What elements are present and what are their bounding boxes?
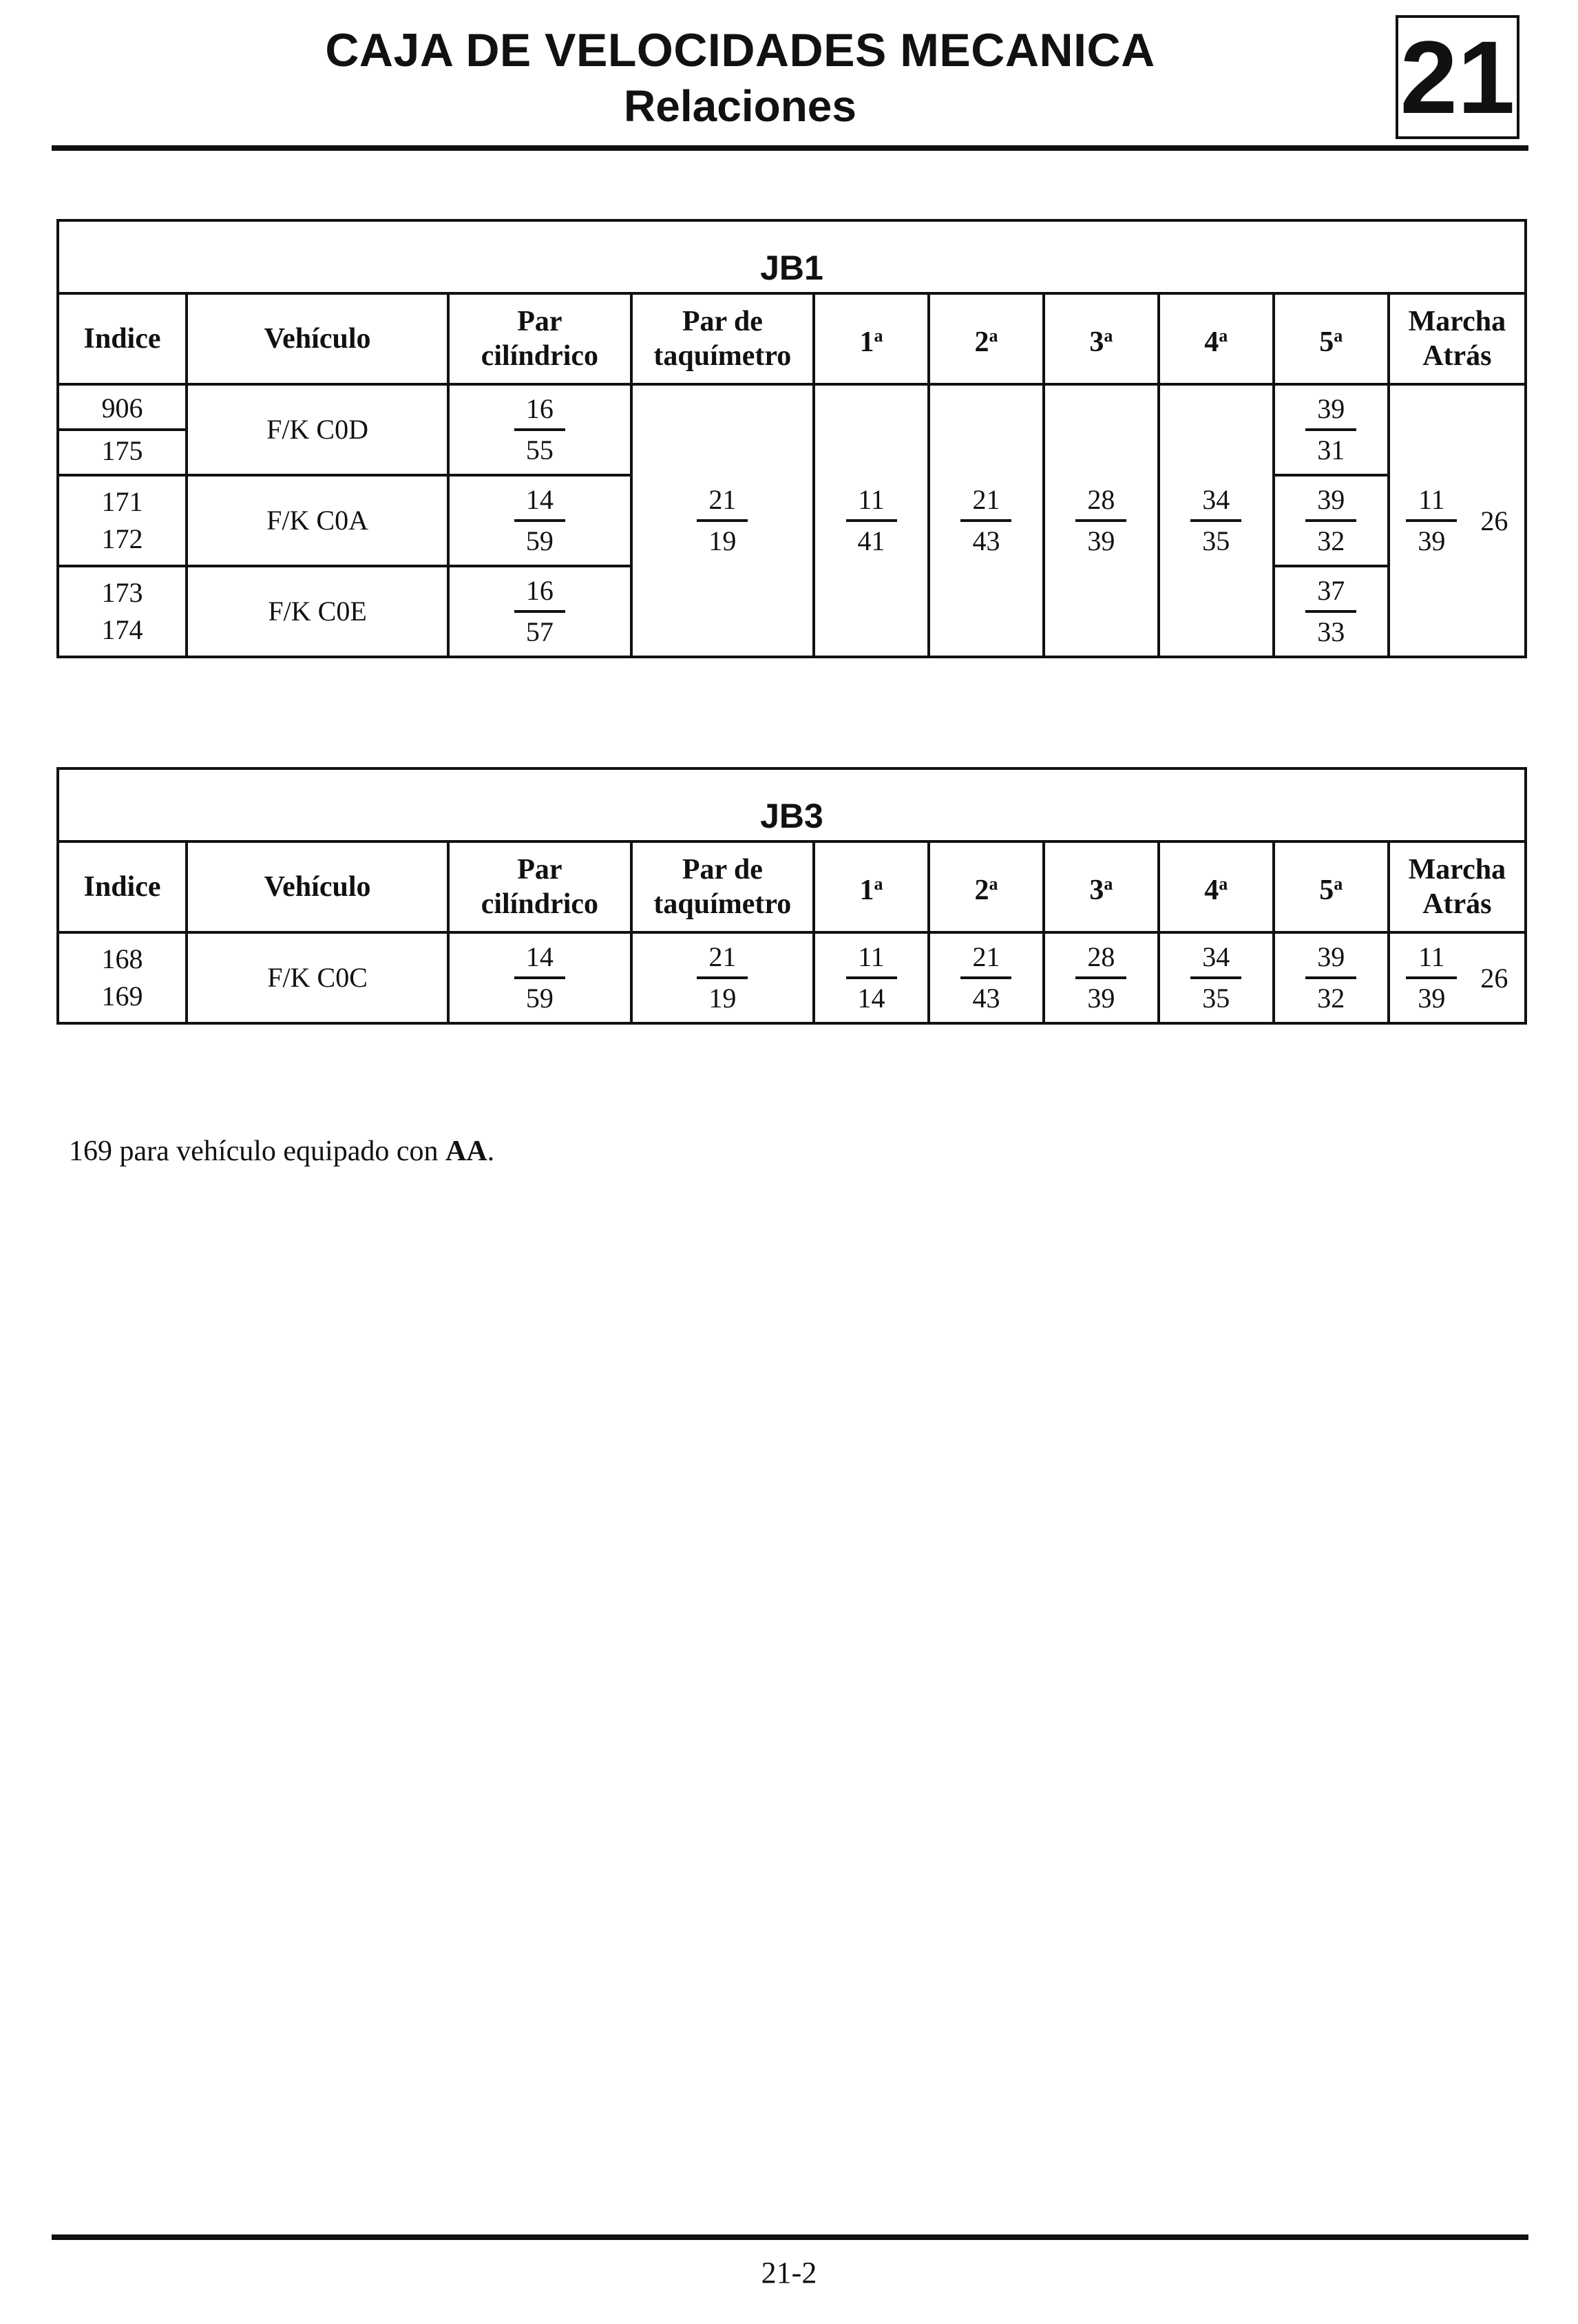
header-rule <box>52 145 1528 151</box>
col-gear-2: 2$^a$ <box>929 293 1044 384</box>
indice-cell: 173 174 <box>58 566 187 657</box>
page-number: 21-2 <box>761 2256 817 2290</box>
par-cilindrico-cell: $\frac{16}{57}$ <box>448 566 631 657</box>
gear-3-cell: $\frac{28}{39}$ <box>1044 932 1159 1023</box>
vehicle-cell: F/K C0A <box>187 475 448 566</box>
col-marcha-atras: Marcha Atrás <box>1389 841 1526 932</box>
col-gear-5: 5$^a$ <box>1274 293 1389 384</box>
marcha-atras-cell: $\frac{11}{39}$ 26 <box>1389 384 1526 657</box>
gear-2-cell: $\frac{21}{43}$ <box>929 384 1044 657</box>
footer-rule <box>52 2234 1528 2240</box>
col-gear-4: 4$^a$ <box>1159 841 1274 932</box>
gear-1-cell: $\frac{11}{14}$ <box>814 932 929 1023</box>
par-cilindrico-cell: $\frac{14}{59}$ <box>448 932 631 1023</box>
indice-cell: 168 169 <box>58 932 187 1023</box>
jb1-gearbox-name: JB1 <box>58 220 1526 293</box>
gear-2-cell: $\frac{21}{43}$ <box>929 932 1044 1023</box>
gear-5-cell: $\frac{39}{31}$ <box>1274 384 1389 475</box>
col-indice: Indice <box>58 841 187 932</box>
gear-3-cell: $\frac{28}{39}$ <box>1044 384 1159 657</box>
jb3-header-row <box>58 841 1526 932</box>
col-gear-3: 3$^a$ <box>1044 841 1159 932</box>
chapter-number: 21 <box>1396 15 1519 139</box>
col-vehiculo: Vehículo <box>187 293 448 384</box>
gear-1-cell: $\frac{11}{41}$ <box>814 384 929 657</box>
page-header <box>52 15 1528 151</box>
jb3-gearbox-name: JB3 <box>58 768 1526 841</box>
col-vehiculo: Vehículo <box>187 841 448 932</box>
vehicle-cell: F/K C0D <box>187 384 448 475</box>
par-cilindrico-cell: $\frac{14}{59}$ <box>448 475 631 566</box>
col-gear-2: 2$^a$ <box>929 841 1044 932</box>
col-par-taquimetro: Par de taquímetro <box>631 293 814 384</box>
footnote: 169 para vehículo equipado con AA. <box>69 1135 495 1167</box>
col-gear-4: 4$^a$ <box>1159 293 1274 384</box>
col-gear-5: 5$^a$ <box>1274 841 1389 932</box>
par-cilindrico-cell: $\frac{16}{55}$ <box>448 384 631 475</box>
par-taquimetro-cell: $\frac{21}{19}$ <box>631 932 814 1023</box>
gear-5-cell: $\frac{39}{32}$ <box>1274 475 1389 566</box>
table-row <box>58 932 1526 1023</box>
vehicle-cell: F/K C0E <box>187 566 448 657</box>
col-par-cilindrico: Par cilíndrico <box>448 293 631 384</box>
page-subtitle: Relaciones <box>624 81 856 131</box>
col-gear-3: 3$^a$ <box>1044 293 1159 384</box>
page-title: CAJA DE VELOCIDADES MECANICA <box>325 24 1155 76</box>
jb3-ratios-table <box>56 767 1527 1025</box>
gear-5-cell: $\frac{37}{33}$ <box>1274 566 1389 657</box>
gear-4-cell: $\frac{34}{35}$ <box>1159 932 1274 1023</box>
indice-cell: 906 175 <box>58 384 187 475</box>
gear-4-cell: $\frac{34}{35}$ <box>1159 384 1274 657</box>
par-taquimetro-cell: $\frac{21}{19}$ <box>631 384 814 657</box>
jb1-header-row <box>58 293 1526 384</box>
table-row <box>58 384 1526 475</box>
vehicle-cell: F/K C0C <box>187 932 448 1023</box>
col-par-taquimetro: Par de taquímetro <box>631 841 814 932</box>
indice-cell: 171 172 <box>58 475 187 566</box>
col-gear-1: 1$^a$ <box>814 841 929 932</box>
gear-5-cell: $\frac{39}{32}$ <box>1274 932 1389 1023</box>
col-gear-1: 1$^a$ <box>814 293 929 384</box>
jb1-ratios-table <box>56 219 1527 658</box>
col-par-cilindrico: Par cilíndrico <box>448 841 631 932</box>
col-marcha-atras: Marcha Atrás <box>1389 293 1526 384</box>
marcha-atras-cell: $\frac{11}{39}$ 26 <box>1389 932 1526 1023</box>
col-indice: Indice <box>58 293 187 384</box>
